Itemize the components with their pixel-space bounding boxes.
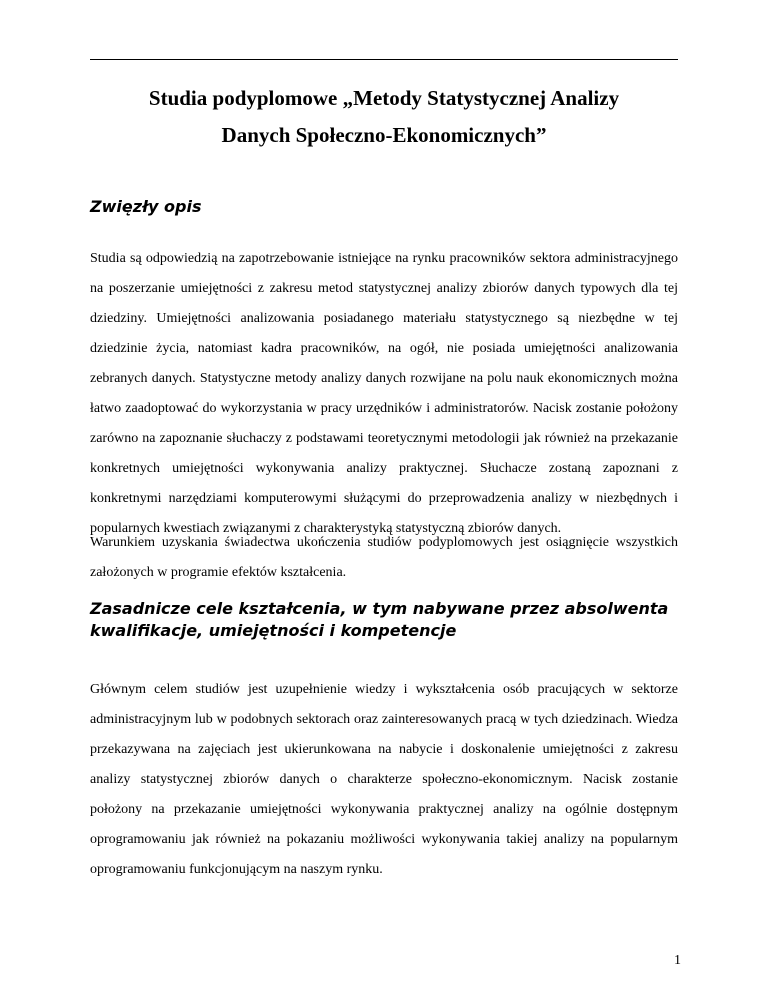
page-number: 1 xyxy=(674,953,681,968)
description-paragraph: Studia są odpowiedzią na zapotrzebowanie istniejące na rynku pracowników sektora administracyjnego na poszerzanie umiejętności z zakresu metod statystycznej analizy zbiorów danych typowych dla tej dziedziny. Umiejętności analizowania posiadanego materiału statystycznego są niezbędne w tej dziedzinie życia, natomiast kadra pracowników, na ogół, nie posiada umiejętności analizowania zebranych danych. Statystyczne metody analizy danych rozwijane na polu nauk ekonomicznych można łatwo zaadoptować do wykorzystania w pracy urzędników i administratorów. Nacisk zostanie położony zarówno na zapoznanie słuchaczy z podstawami teoretycznymi metodologii jak również na przekazanie konkretnych umiejętności wykonywania analizy praktycznej. Słuchacze zostaną zapoznani z konkretnymi narzędziami komputerowymi służącymi do przeprowadzenia analizy w niezbędnych i popularnych kwestiach związanymi z charakterystyką statystyczną zbiorów danych. xyxy=(90,251,678,536)
goals-paragraph: Głównym celem studiów jest uzupełnienie wiedzy i wykształcenia osób pracujących w sektorze administracyjnym lub w podobnych sektorach oraz zainteresowanych pracą w tych dziedzinach. Wiedza przekazywana na zajęciach jest ukierunkowana na nabycie i doskonalenie umiejętności z zakresu analizy statystycznej zbiorów danych o charakterze społeczno-ekonomicznym. Nacisk zostanie położony na przekazanie umiejętności wykonywania praktycznej analizy na ogólnie dostępnym oprogramowaniu jak również na pokazaniu możliwości wykonywania takiej analizy na popularnym oprogramowaniu funkcjonującym na naszym rynku. xyxy=(90,682,678,877)
document-title xyxy=(90,80,678,154)
title-line-2: Danych Społeczno-Ekonomicznych” xyxy=(221,123,547,147)
certificate-paragraph: Warunkiem uzyskania świadectwa ukończenia studiów podyplomowych jest osiągnięcie wszystkich założonych w programie efektów kształcenia. xyxy=(90,535,678,580)
header-rule xyxy=(90,59,678,60)
section-heading-goals xyxy=(90,598,690,642)
goals-heading-line-2: kwalifikacje, umiejętności i kompetencje xyxy=(90,621,457,640)
title-line-1: Studia podyplomowe „Metody Statystycznej Analizy xyxy=(148,86,620,110)
section-heading-description: Zwięzły opis xyxy=(90,197,202,216)
goals-heading-line-1: Zasadnicze cele kształcenia, w tym nabywane przez absolwenta xyxy=(90,599,669,618)
